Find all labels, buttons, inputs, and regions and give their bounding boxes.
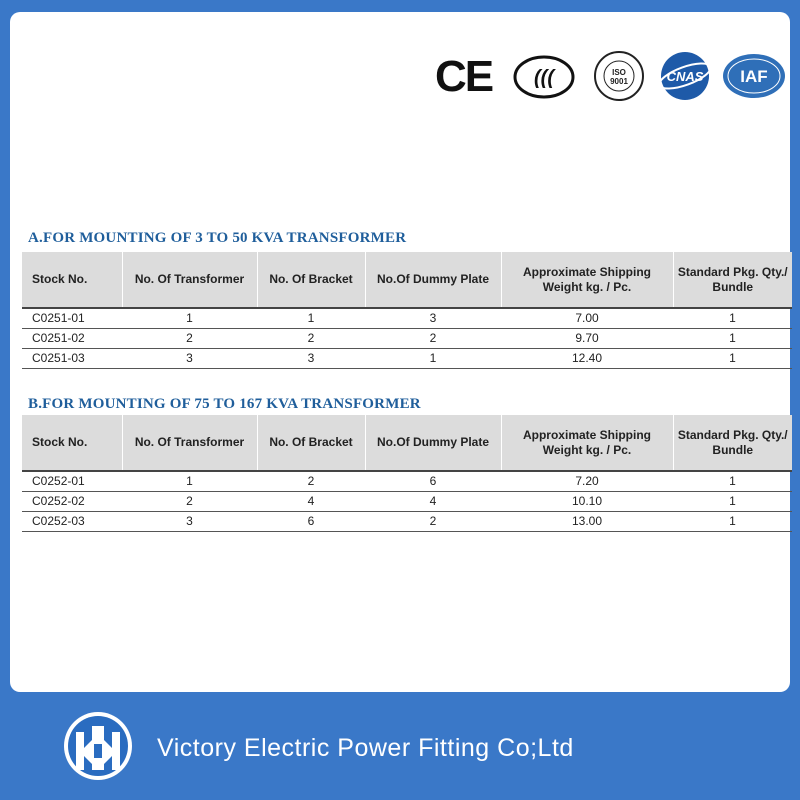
table-row: [22, 491, 792, 511]
column-header: Standard Pkg. Qty./ Bundle: [673, 252, 792, 308]
company-name: Victory Electric Power Fitting Co;Ltd: [157, 734, 574, 762]
table-cell: C0252-03: [22, 511, 122, 531]
table-cell: 4: [365, 491, 501, 511]
table-cell: 2: [365, 511, 501, 531]
table-cell: 1: [122, 471, 257, 491]
table-cell: 1: [122, 308, 257, 328]
ccc-logo: [513, 54, 575, 100]
table-cell: 9.70: [501, 328, 673, 348]
table-cell: 2: [365, 328, 501, 348]
column-header: Standard Pkg. Qty./ Bundle: [673, 415, 792, 471]
svg-text:IAF: IAF: [740, 67, 768, 86]
column-header: Approximate Shipping Weight kg. / Pc.: [501, 252, 673, 308]
table-cell: 1: [257, 308, 365, 328]
content-panel: [10, 12, 790, 692]
svg-text:9001: 9001: [610, 77, 628, 86]
table-cell: C0252-01: [22, 471, 122, 491]
table-cell: 1: [673, 328, 792, 348]
table-cell: 6: [365, 471, 501, 491]
certification-logos: [435, 42, 790, 112]
company-logo-icon: [62, 704, 134, 788]
table-cell: 1: [365, 348, 501, 368]
table-cell: 2: [122, 491, 257, 511]
column-header: No. Of Bracket: [257, 252, 365, 308]
table-cell: 1: [673, 471, 792, 491]
table-cell: C0251-02: [22, 328, 122, 348]
column-header: No. Of Bracket: [257, 415, 365, 471]
table-row: [22, 328, 792, 348]
table-cell: 2: [257, 328, 365, 348]
table-cell: 1: [673, 511, 792, 531]
table-cell: 1: [673, 348, 792, 368]
table-cell: 3: [122, 511, 257, 531]
table-cell: 3: [257, 348, 365, 368]
column-header: No. Of Transformer: [122, 415, 257, 471]
table-cell: 2: [122, 328, 257, 348]
column-header: Stock No.: [22, 415, 122, 471]
table-cell: C0251-03: [22, 348, 122, 368]
table-cell: 3: [365, 308, 501, 328]
column-header: No.Of Dummy Plate: [365, 252, 501, 308]
svg-text:ISO: ISO: [612, 68, 626, 77]
ce-mark-logo: CE: [435, 52, 493, 101]
table-row: [22, 348, 792, 368]
table-cell: 13.00: [501, 511, 673, 531]
table-cell: 2: [257, 471, 365, 491]
iaf-logo: [721, 52, 787, 100]
table-row: [22, 511, 792, 531]
svg-text:(((: (((: [534, 67, 554, 89]
table-row: [22, 471, 792, 491]
spec-table-a: [22, 252, 792, 369]
table-header-row: [22, 415, 792, 471]
cnas-logo: [655, 50, 715, 102]
table-cell: 4: [257, 491, 365, 511]
column-header: No. Of Transformer: [122, 252, 257, 308]
table-cell: C0251-01: [22, 308, 122, 328]
table-cell: 10.10: [501, 491, 673, 511]
section-a-title: A.FOR MOUNTING OF 3 TO 50 KVA TRANSFORMER: [28, 230, 407, 246]
table-header-row: [22, 252, 792, 308]
table-cell: 1: [673, 491, 792, 511]
iso-9001-logo: [593, 50, 645, 102]
table-cell: 1: [673, 308, 792, 328]
column-header: No.Of Dummy Plate: [365, 415, 501, 471]
table-cell: 3: [122, 348, 257, 368]
table-cell: C0252-02: [22, 491, 122, 511]
svg-text:CNAS: CNAS: [666, 69, 704, 84]
spec-table-b: [22, 415, 792, 532]
table-cell: 6: [257, 511, 365, 531]
table-cell: 7.00: [501, 308, 673, 328]
section-b-title: B.FOR MOUNTING OF 75 TO 167 KVA TRANSFORMER: [28, 396, 421, 412]
column-header: Stock No.: [22, 252, 122, 308]
column-header: Approximate Shipping Weight kg. / Pc.: [501, 415, 673, 471]
table-cell: 12.40: [501, 348, 673, 368]
table-row: [22, 308, 792, 328]
table-cell: 7.20: [501, 471, 673, 491]
